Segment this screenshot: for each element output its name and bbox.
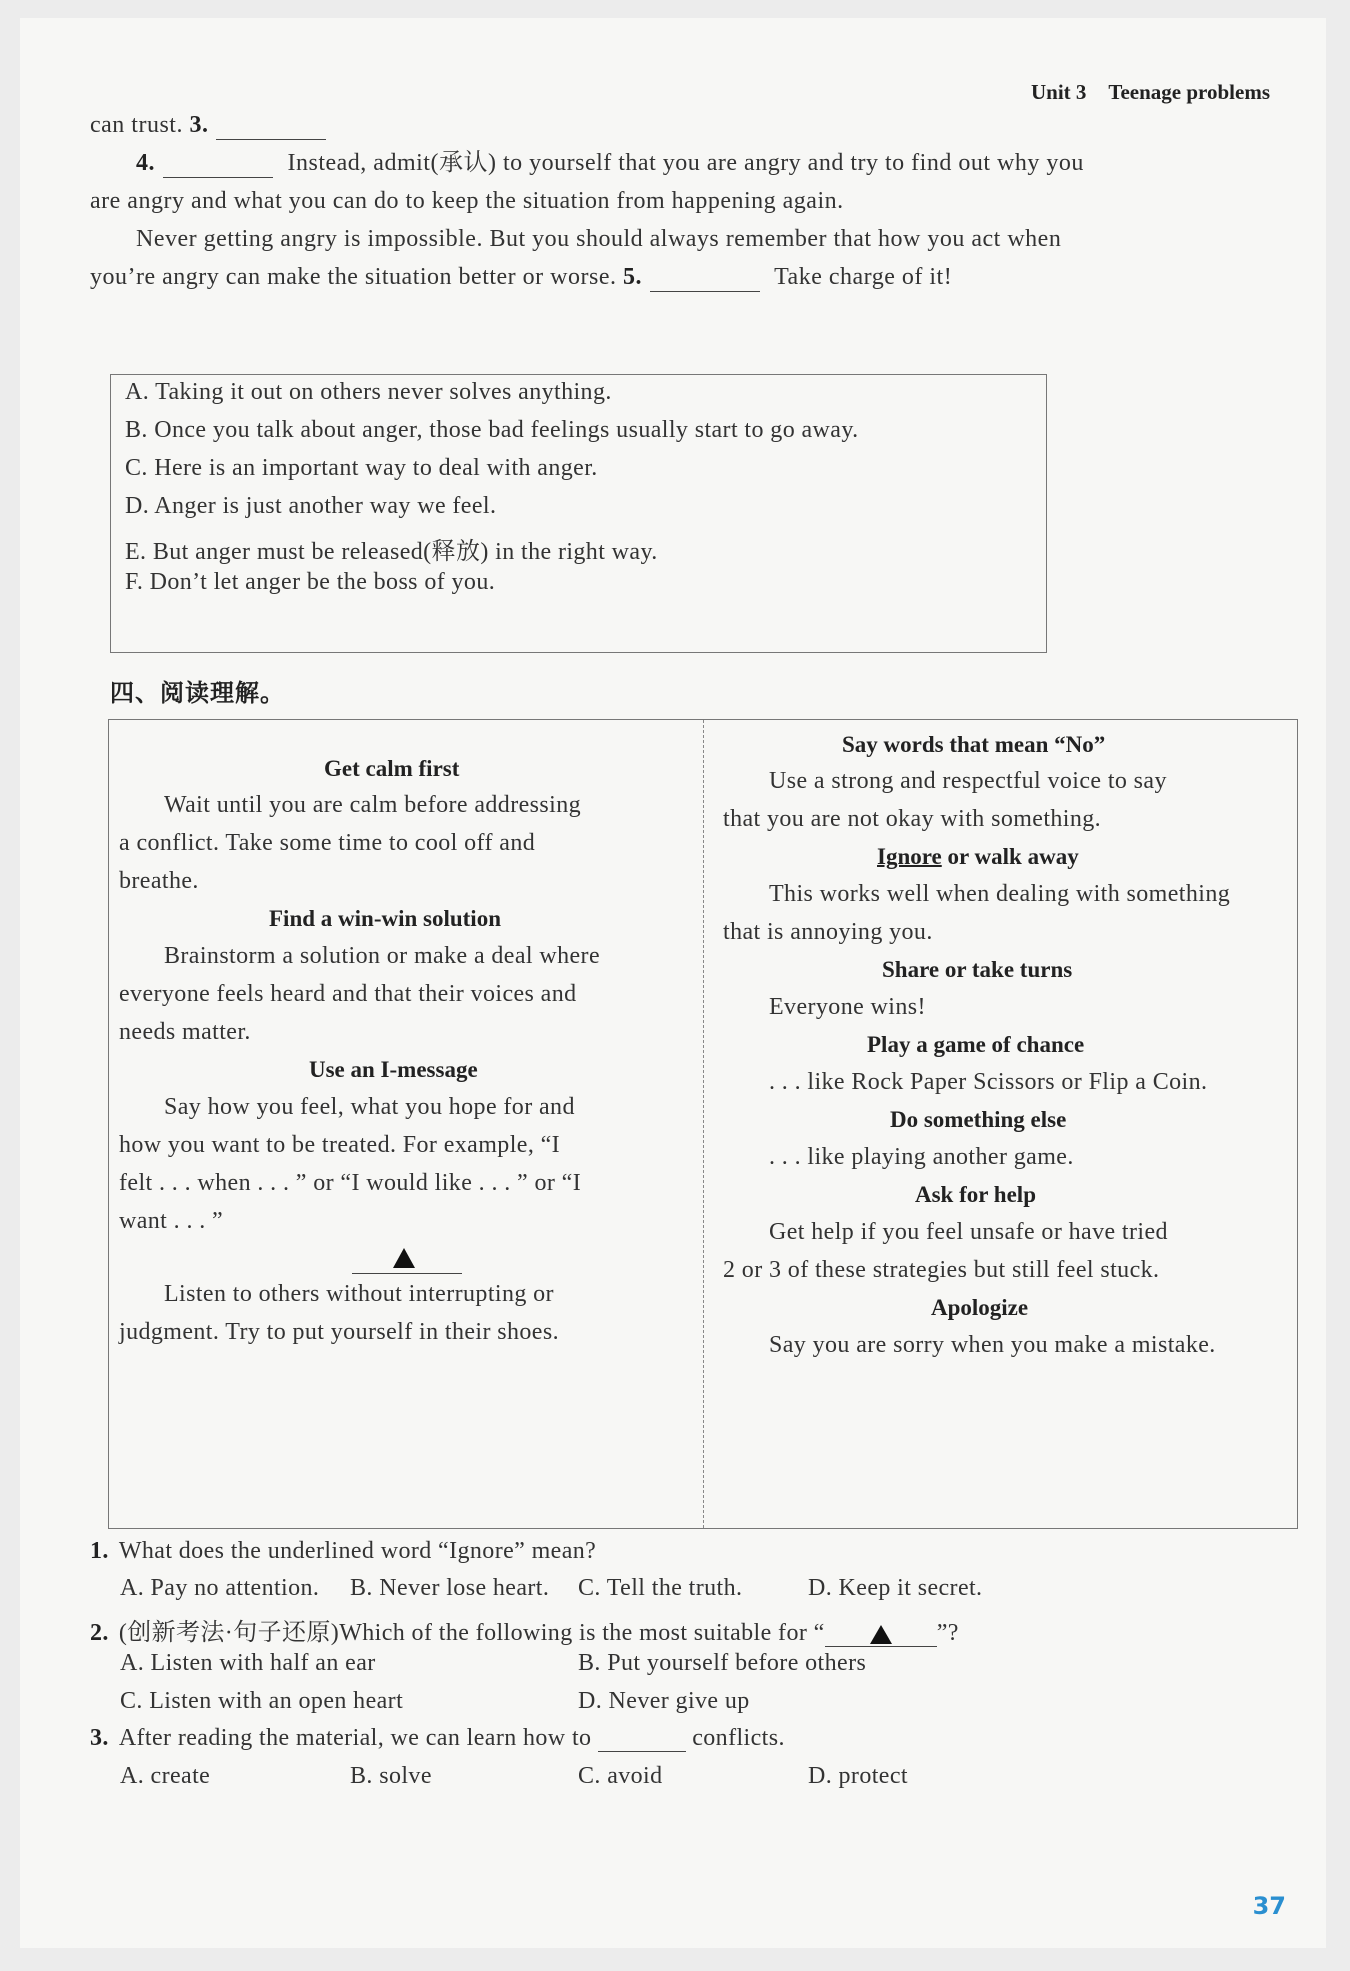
column-divider <box>703 720 704 1528</box>
option-d: D. Anger is just another way we feel. <box>125 493 497 519</box>
option-c: C. Here is an important way to deal with anger. <box>125 455 598 481</box>
passage-line-1 <box>90 110 334 140</box>
q1-option-d[interactable]: D. Keep it secret. <box>808 1575 983 1601</box>
right-text: Everyone wins! <box>769 994 926 1020</box>
q2-option-d[interactable]: D. Never give up <box>578 1688 750 1714</box>
right-text: Use a strong and respectful voice to say <box>769 768 1167 794</box>
underlined-word: Ignore <box>877 844 942 869</box>
left-text: Listen to others without interrupting or <box>164 1281 554 1307</box>
heading-ignore <box>877 844 1079 870</box>
options-box <box>110 374 1047 653</box>
blank-number: 4. <box>136 150 155 176</box>
q1-option-c[interactable]: C. Tell the truth. <box>578 1575 743 1601</box>
left-text: a conflict. Take some time to cool off and <box>119 830 536 856</box>
right-text: . . . like Rock Paper Scissors or Flip a Coin. <box>769 1069 1208 1095</box>
option-b: B. Once you talk about anger, those bad feelings usually start to go away. <box>125 417 859 443</box>
passage-text: can trust. <box>90 112 183 138</box>
q2-option-c[interactable]: C. Listen with an open heart <box>120 1688 404 1714</box>
heading-game-of-chance: Play a game of chance <box>867 1032 1085 1057</box>
left-text: felt . . . when . . . ” or “I would like . . . ” or “I <box>119 1170 582 1196</box>
passage-line-5 <box>90 262 952 292</box>
answer-blank[interactable] <box>163 155 273 178</box>
passage-text: you’re angry can make the situation better or worse. <box>90 264 617 290</box>
heading-share: Share or take turns <box>882 957 1073 982</box>
triangle-marker-icon <box>870 1625 892 1644</box>
left-text: breathe. <box>119 868 199 894</box>
option-a: A. Taking it out on others never solves anything. <box>125 379 612 405</box>
passage-text: Take charge of it! <box>774 264 953 290</box>
q2-option-a[interactable]: A. Listen with half an ear <box>120 1650 376 1676</box>
left-text: Wait until you are calm before addressing <box>164 792 581 818</box>
answer-blank[interactable] <box>825 1620 937 1647</box>
answer-blank[interactable] <box>650 269 760 292</box>
right-text: Say you are sorry when you make a mistake. <box>769 1332 1216 1358</box>
question-text-end: conflicts. <box>692 1725 785 1751</box>
page-number: 37 <box>1252 1892 1286 1920</box>
q1-option-a[interactable]: A. Pay no attention. <box>120 1575 320 1601</box>
answer-blank[interactable] <box>598 1725 686 1752</box>
unit-label: Unit 3 <box>1030 80 1087 104</box>
heading-get-calm: Get calm first <box>324 756 460 781</box>
question-2 <box>90 1612 959 1647</box>
missing-heading-blank <box>352 1273 462 1274</box>
q3-option-c[interactable]: C. avoid <box>578 1763 663 1789</box>
right-text: This works well when dealing with something <box>769 881 1231 907</box>
option-f: F. Don’t let anger be the boss of you. <box>125 569 496 595</box>
left-text: needs matter. <box>119 1019 251 1045</box>
right-text: Get help if you feel unsafe or have tried <box>769 1219 1168 1245</box>
question-number: 3. <box>90 1725 109 1751</box>
q3-option-a[interactable]: A. create <box>120 1763 211 1789</box>
unit-title: Teenage problems <box>1108 80 1270 104</box>
passage-line-4: Never getting angry is impossible. But you should always remember that how you act when <box>136 226 1062 252</box>
workbook-page <box>20 18 1326 1948</box>
question-text: After reading the material, we can learn how to <box>118 1725 592 1751</box>
q3-option-b[interactable]: B. solve <box>350 1763 432 1789</box>
heading-apologize: Apologize <box>931 1295 1029 1320</box>
right-text: that you are not okay with something. <box>723 806 1102 832</box>
heading-ask-for-help: Ask for help <box>915 1182 1036 1207</box>
heading-say-no: Say words that mean “No” <box>842 732 1106 757</box>
q1-option-b[interactable]: B. Never lose heart. <box>350 1575 550 1601</box>
left-text: Say how you feel, what you hope for and <box>164 1094 575 1120</box>
option-e: E. But anger must be released(释放) in the right way. <box>125 539 658 565</box>
heading-win-win: Find a win-win solution <box>269 906 501 931</box>
heading-rest: or walk away <box>941 844 1079 869</box>
running-header <box>1031 80 1270 105</box>
right-text: . . . like playing another game. <box>769 1144 1074 1170</box>
left-text: judgment. Try to put yourself in their shoes. <box>119 1319 559 1345</box>
passage-text: Instead, admit(承认) to yourself that you are angry and try to find out why you <box>287 150 1084 176</box>
question-text: What does the underlined word “Ignore” mean? <box>118 1538 597 1564</box>
question-number: 2. <box>90 1620 109 1646</box>
right-text: that is annoying you. <box>723 919 933 945</box>
answer-blank[interactable] <box>216 117 326 140</box>
passage-line-3: are angry and what you can do to keep the situation from happening again. <box>90 188 844 214</box>
question-text-end: ”? <box>936 1620 959 1646</box>
triangle-marker-icon <box>393 1248 415 1268</box>
blank-number: 3. <box>189 112 209 138</box>
heading-do-something-else: Do something else <box>890 1107 1067 1132</box>
left-text: want . . . ” <box>119 1208 224 1234</box>
reading-box <box>108 719 1298 1529</box>
question-text: (创新考法·句子还原)Which of the following is the most suitable for “ <box>118 1620 825 1646</box>
section-title: 四、阅读理解。 <box>110 679 285 707</box>
left-text: how you want to be treated. For example, “I <box>119 1132 561 1158</box>
question-1 <box>90 1538 596 1565</box>
question-number: 1. <box>90 1538 109 1564</box>
left-text: everyone feels heard and that their voices and <box>119 981 577 1007</box>
right-text: 2 or 3 of these strategies but still feel stuck. <box>723 1257 1160 1283</box>
q2-option-b[interactable]: B. Put yourself before others <box>578 1650 867 1676</box>
q3-option-d[interactable]: D. protect <box>808 1763 908 1789</box>
heading-i-message: Use an I-message <box>309 1057 478 1082</box>
left-text: Brainstorm a solution or make a deal where <box>164 943 601 969</box>
question-3 <box>90 1725 785 1752</box>
passage-line-2 <box>136 148 1084 178</box>
blank-number: 5. <box>622 264 642 290</box>
